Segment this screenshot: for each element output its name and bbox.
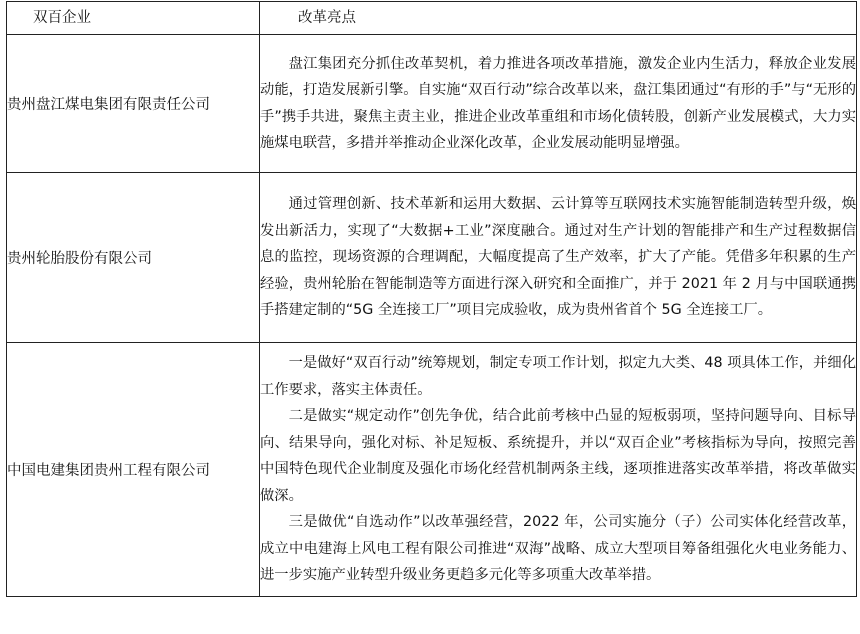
- reform-highlights: [260, 343, 857, 597]
- highlight-paragraph: 三是做优“自选动作”以改革强经营，2022 年，公司实施分（子）公司实体化经营改革，成立中电建海上风电工程有限公司推进“双海”战略、成立大型项目筹备组强化火电业务能力、进一步实施产业转型升级业务更趋多元化等多项重大改革举措。: [260, 514, 856, 584]
- company-name: 贵州盘江煤电集团有限责任公司: [7, 35, 260, 173]
- table-header-row: [7, 2, 857, 35]
- company-column-header: 双百企业: [7, 2, 260, 35]
- table-row: [7, 35, 857, 173]
- highlights-column-header: 改革亮点: [260, 2, 857, 35]
- company-name: 贵州轮胎股份有限公司: [7, 173, 260, 343]
- highlight-paragraph: 一是做好“双百行动”统筹规划，制定专项工作计划，拟定九大类、48 项具体工作，并细化工作要求，落实主体责任。: [260, 355, 856, 398]
- company-name: 中国电建集团贵州工程有限公司: [7, 343, 260, 597]
- highlight-paragraph: 二是做实“规定动作”创先争优，结合此前考核中凸显的短板弱项，坚持问题导向、目标导向、结果导向，强化对标、补足短板、系统提升，并以“双百企业”考核指标为导向，按照完善中国特色现代企业制度及强化市场化经营机制两条主线，逐项推进落实改革举措，将改革做实做深。: [260, 408, 856, 504]
- highlight-paragraph: 盘江集团充分抓住改革契机，着力推进各项改革措施，激发企业内生活力，释放企业发展动能，打造发展新引擎。自实施“双百行动”综合改革以来，盘江集团通过“有形的手”与“无形的手”携手共进，聚焦主责主业，推进企业改革重组和市场化债转股，创新产业发展模式，大力实施煤电联营，多措并举推动企业深化改革，企业发展动能明显增强。: [260, 55, 856, 151]
- table-row: [7, 173, 857, 343]
- highlight-paragraph: 通过管理创新、技术革新和运用大数据、云计算等互联网技术实施智能制造转型升级，焕发出新活力，实现了“大数据+工业”深度融合。通过对生产计划的智能排产和生产过程数据信息的监控，现场资源的合理调配，大幅度提高了生产效率，扩大了产能。凭借多年积累的生产经验，贵州轮胎在智能制造等方面进行深入研究和全面推广，并于 2021 年 2 月与中国联通携手搭建定制的“5G 全连接工厂”项目完成验收，成为贵州省首个 5G 全连接工厂。: [260, 196, 856, 319]
- reform-highlights: [260, 35, 857, 173]
- reform-highlights: [260, 173, 857, 343]
- table-row: [7, 343, 857, 597]
- reform-highlights-table: [6, 1, 857, 597]
